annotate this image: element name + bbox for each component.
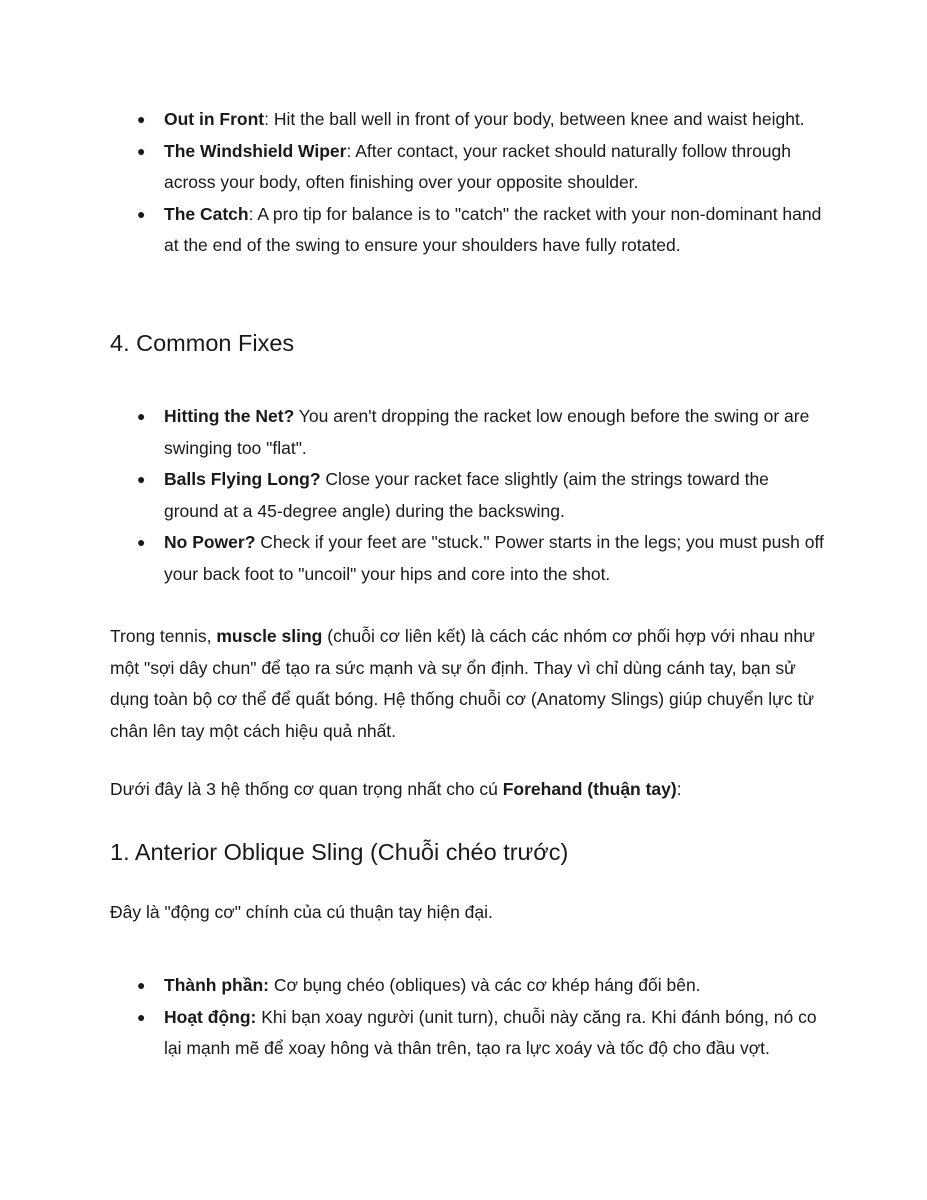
- heading-common-fixes: 4. Common Fixes: [110, 330, 295, 356]
- item-title: Hitting the Net?: [164, 406, 295, 426]
- intro-text-start: Trong tennis,: [110, 626, 217, 646]
- list-item: [110, 136, 825, 199]
- item-text: Khi bạn xoay người (unit turn), chuỗi này căng ra. Khi đánh bóng, nó co lại mạnh mẽ để xoay hông và thân trên, tạo ra lực xoáy và tốc độ cho đầu vợt.: [164, 1006, 817, 1058]
- list-item: [110, 104, 825, 136]
- list-item: [110, 401, 825, 464]
- intro-paragraph: [110, 621, 825, 747]
- item-text: You aren't dropping the racket low enough before the swing or are swinging too "flat".: [164, 406, 810, 458]
- list-item: [110, 1002, 825, 1065]
- technique-list: [110, 104, 825, 262]
- item-title: Thành phần:: [164, 975, 269, 995]
- heading-anterior-oblique-sling: 1. Anterior Oblique Sling (Chuỗi chéo trước): [110, 839, 569, 865]
- bullet-icon: ●: [137, 534, 146, 550]
- section-heading-sling: [110, 836, 825, 868]
- item-text: Cơ bụng chéo (obliques) và các cơ khép háng đối bên.: [268, 975, 701, 995]
- bullet-icon: ●: [137, 471, 146, 487]
- bullet-icon: ●: [137, 205, 146, 222]
- engine-text: Đây là "động cơ" chính của cú thuận tay hiện đại.: [110, 902, 493, 922]
- list-item: [110, 970, 825, 1002]
- item-title: The Windshield Wiper: [164, 140, 347, 161]
- intro-text-rest: (chuỗi cơ liên kết) là cách các nhóm cơ phối hợp với nhau như một "sợi dây chun" để tạo ra sức mạnh và sự ổn định. Thay vì chỉ dùng cánh tay, bạn sử dụng toàn bộ cơ thể để quất bóng. Hệ thống chuỗi cơ (Anatomy Slings) giúp chuyển lực từ chân lên tay một cách hiệu quả nhất.: [110, 626, 815, 741]
- bullet-icon: ●: [137, 408, 146, 424]
- bullet-icon: ●: [137, 111, 146, 127]
- item-text: Close your racket face slightly (aim the strings toward the ground at a 45-degree angle) during the backswing.: [164, 469, 769, 521]
- forehand-bold-term: Forehand (thuận tay): [502, 779, 677, 799]
- bullet-icon: ●: [137, 977, 146, 993]
- fixes-list: [110, 401, 825, 590]
- item-text: : After contact, your racket should naturally follow through across your body, often finishing over your opposite shoulder.: [164, 140, 792, 192]
- list-item: [110, 199, 825, 262]
- item-title: Hoạt động:: [164, 1006, 257, 1027]
- list-item: [110, 527, 825, 590]
- bullet-icon: ●: [137, 1008, 146, 1025]
- section-heading-fixes: [110, 327, 825, 359]
- item-title: Balls Flying Long?: [164, 469, 321, 489]
- item-text: Check if your feet are "stuck." Power starts in the legs; you must push off your back foot to "uncoil" your hips and core into the shot.: [164, 532, 824, 584]
- item-text: : A pro tip for balance is to "catch" the racket with your non-dominant hand at the end of the swing to ensure your shoulders have fully rotated.: [164, 203, 822, 255]
- sling-list: [110, 970, 825, 1065]
- item-title: The Catch: [164, 203, 249, 224]
- bullet-icon: ●: [137, 142, 146, 159]
- forehand-paragraph: [110, 774, 825, 806]
- forehand-text-start: Dưới đây là 3 hệ thống cơ quan trọng nhất cho cú: [110, 779, 503, 799]
- item-title: No Power?: [164, 532, 256, 552]
- intro-bold-term: muscle sling: [216, 626, 323, 646]
- engine-paragraph: [110, 897, 825, 929]
- item-text: : Hit the ball well in front of your body, between knee and waist height.: [264, 109, 805, 129]
- list-item: [110, 464, 825, 527]
- forehand-text-end: :: [676, 779, 682, 799]
- item-title: Out in Front: [164, 109, 265, 129]
